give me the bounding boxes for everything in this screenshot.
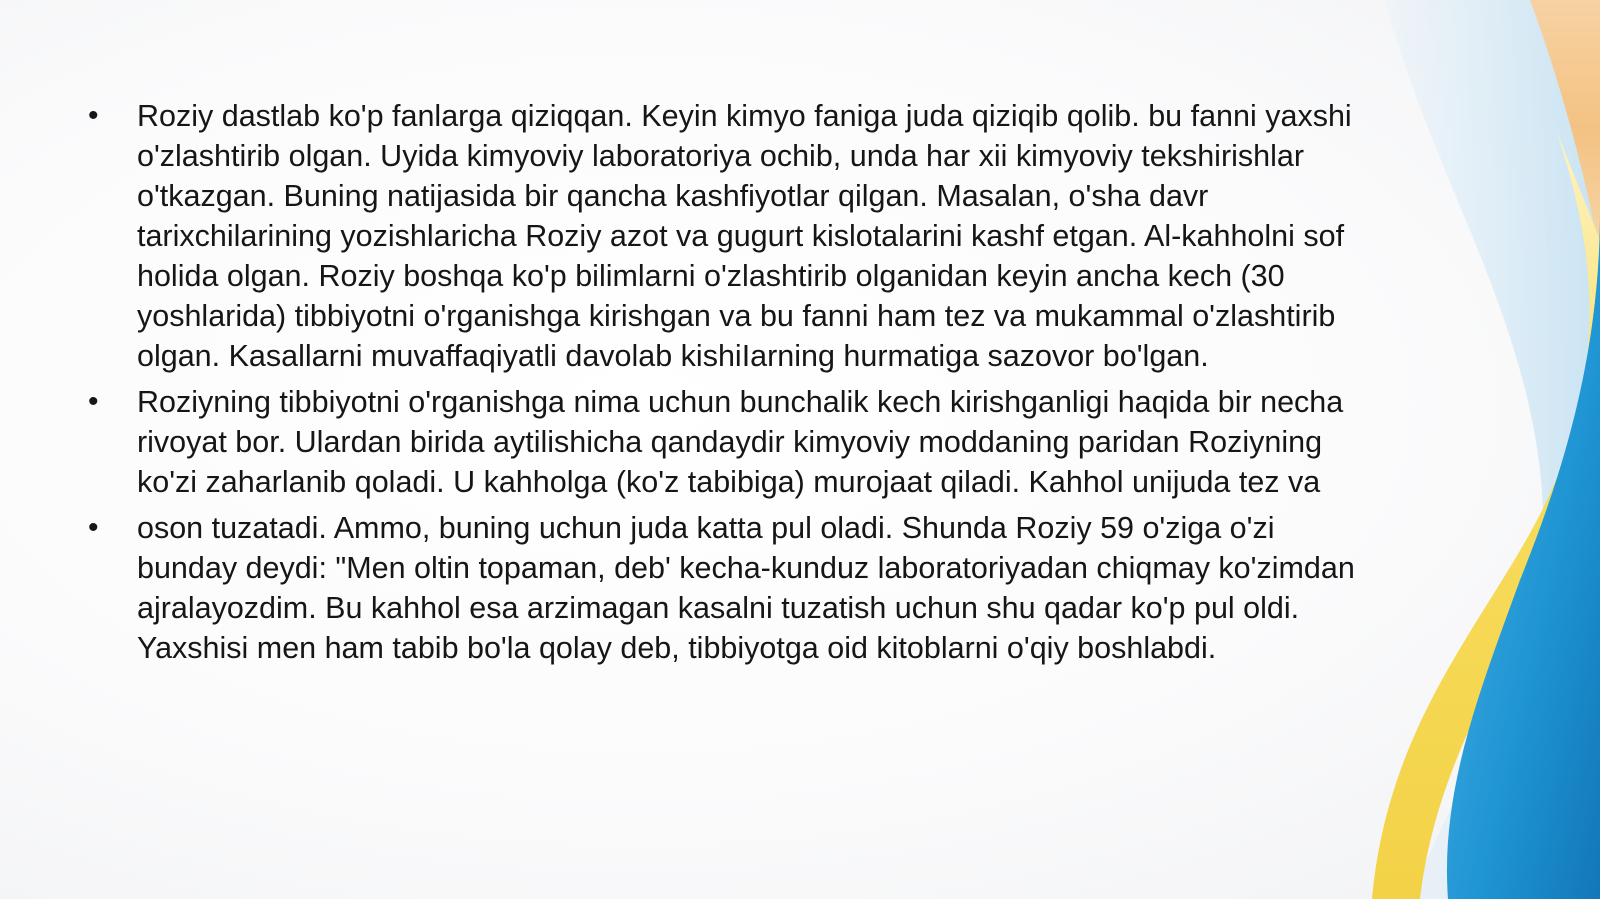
text-line: ko'zi zaharlanib qoladi. U kahholga (ko'z tabibiga) murojaat qiladi. Kahhol unijuda tez va [137,465,1321,499]
text-line: ajralayozdim. Bu kahhol esa arzimagan kasalni tuzatish uchun shu qadar ko'p pul oldi. [137,591,1300,625]
text-line: o'zlashtirib olgan. Uyida kimyoviy laboratoriya ochib, unda har xii kimyoviy tekshirishlar [137,139,1304,173]
bullet-item-2 [88,382,1488,502]
bullet-marker: • [88,99,99,132]
bullet-list [88,96,1488,674]
text-line: bunday deydi: "Men oltin topaman, deb' kecha-kunduz laboratoriyadan chiqmay ko'zimdan [137,551,1355,585]
text-line: Yaxshisi men ham tabib bo'la qolay deb, tibbiyotga oid kitoblarni o'qiy boshlabdi. [137,631,1217,665]
text-line: yoshlarida) tibbiyotni o'rganishga kirishgan va bu fanni ham tez va mukammal o'zlashtirib [137,299,1336,333]
text-line: Roziyning tibbiyotni o'rganishga nima uchun bunchalik kech kirishganligi haqida bir necha [137,385,1344,419]
text-line: o'tkazgan. Buning natijasida bir qancha kashfiyotlar qilgan. Masalan, o'sha davr [137,179,1209,213]
bullet-item-1 [88,96,1488,376]
text-line: oson tuzatadi. Ammo, buning uchun juda katta pul oladi. Shunda Roziy 59 o'ziga o'zi [137,511,1275,545]
text-line: Roziy dastlab ko'p fanlarga qiziqqan. Keyin kimyo faniga juda qiziqib qolib. bu fanni yaxshi [137,99,1352,133]
text-line: rivoyat bor. Ulardan birida aytilishicha qandaydir kimyoviy moddaning paridan Roziyning [137,425,1323,459]
text-line: holida olgan. Roziy boshqa ko'p bilimlarni o'zlashtirib olganidan keyin ancha kech (30 [137,259,1285,293]
text-line: tarixchilarining yozishlaricha Roziy azot va gugurt kislotalarini kashf etgan. Al-kahholni sof [137,219,1345,253]
bullet-marker: • [88,511,99,544]
text-line: olgan. Kasallarni muvaffaqiyatli davolab kishiIarning hurmatiga sazovor bo'lgan. [137,339,1209,373]
bullet-marker: • [88,385,99,418]
bullet-item-3 [88,508,1488,668]
